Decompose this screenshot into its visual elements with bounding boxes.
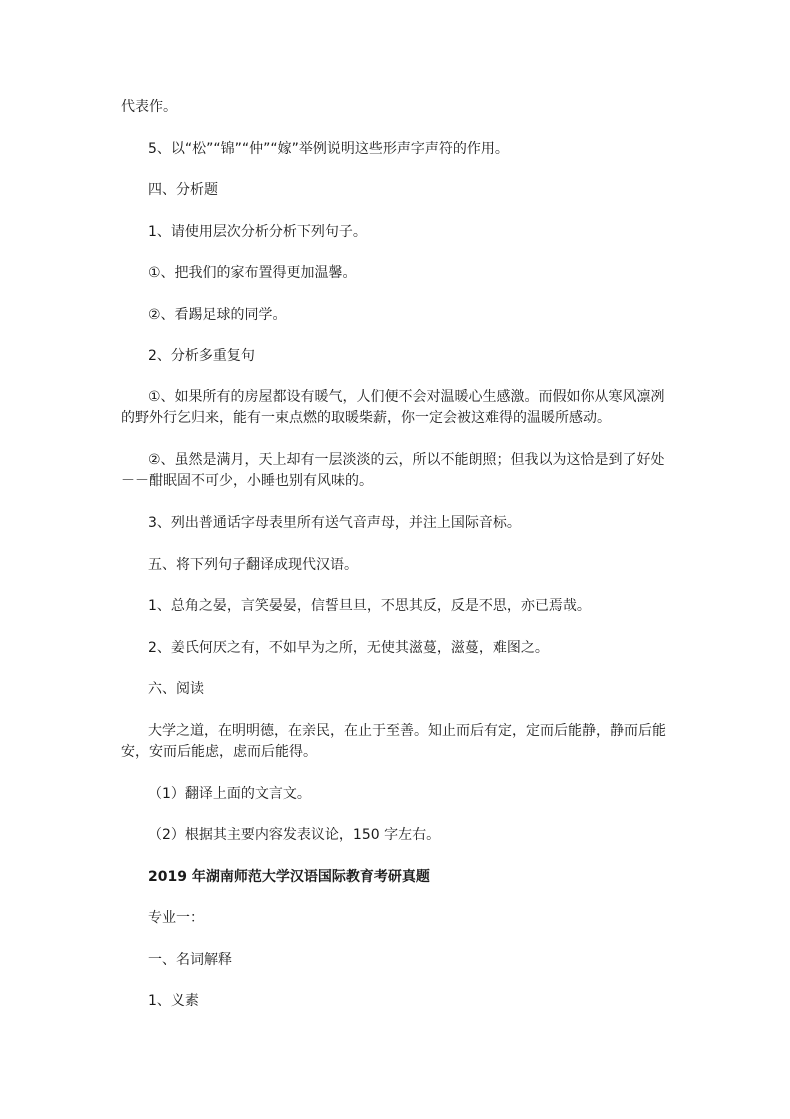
question-item: 1、义素 [148,993,199,1009]
question-item: 1、总角之晏，言笑晏晏，信誓旦旦，不思其反，反是不思，亦已焉哉。 [148,598,591,614]
section-heading: 六、阅读 [148,681,204,697]
paragraph: 大学之道，在明明德，在亲民，在止于至善。知止而后有定，定而后能静，静而后能安，安而后能虑，虑而后能得。 [121,723,666,760]
exam-title: 2019 年湖南师范大学汉语国际教育考研真题 [148,869,430,885]
sub-item: （2）根据其主要内容发表议论，150 字左右。 [148,827,441,843]
question-item: 3、列出普通话字母表里所有送气音声母，并注上国际音标。 [148,515,521,531]
question-item: 2、姜氏何厌之有，不如早为之所，无使其滋蔓，滋蔓，难图之。 [148,640,549,656]
paragraph: ②、虽然是满月，天上却有一层淡淡的云，所以不能朗照；但我以为这恰是到了好处－－酣眠固不可少，小睡也别有风味的。 [121,452,665,489]
text-line: 代表作。 [121,99,177,115]
section-heading: 四、分析题 [148,182,218,198]
question-item: 5、以“松”“锦”“仲”“嫁”举例说明这些形声字声符的作用。 [148,141,509,157]
section-heading: 五、将下列句子翻译成现代汉语。 [148,557,358,573]
section-heading: 一、名词解释 [148,952,232,968]
sub-item: （1）翻译上面的文言文。 [148,786,311,802]
paragraph: ①、如果所有的房屋都设有暖气，人们便不会对温暖心生感激。而假如你从寒风凛冽的野外行乞归来，能有一束点燃的取暖柴薪，你一定会被这难得的温暖所感动。 [121,389,665,426]
question-item: 1、请使用层次分析分析下列句子。 [148,224,367,240]
question-item: 2、分析多重复句 [148,348,255,364]
section-heading: 专业一： [148,910,204,926]
sub-item: ①、把我们的家布置得更加温馨。 [148,265,357,281]
sub-item: ②、看踢足球的同学。 [148,307,287,323]
